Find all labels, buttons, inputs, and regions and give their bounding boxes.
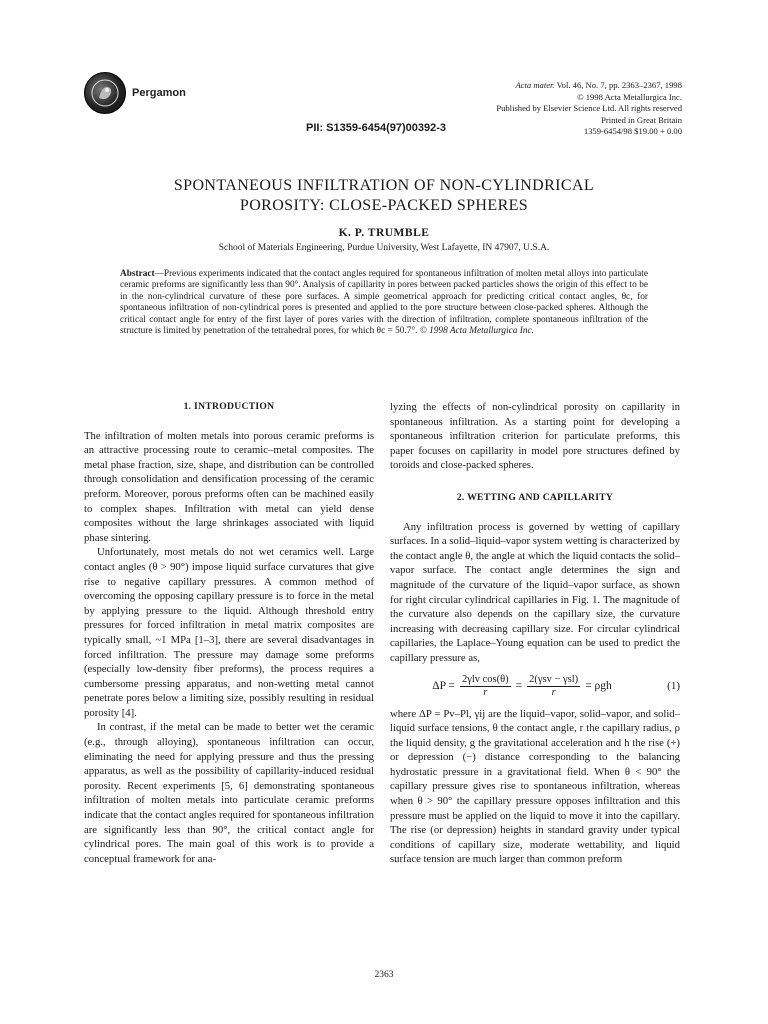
section-heading-wetting: 2. WETTING AND CAPILLARITY [456,491,614,503]
journal-citation: Acta mater. Vol. 46, No. 7, pp. 2363–2367, 1998 [515,80,682,90]
publisher-logo [84,72,186,114]
journal-info [422,80,682,138]
paragraph: The infiltration of molten metals into porous ceramic preforms is an attractive processing route to ceramic–metal composites. The metal phase fraction, size, shape, and distribution can be controlled through consolidation and densification processing of the ceramic preform. Moreover, porous preforms often can be machined easily to complex shapes. Infiltration with metal can yield dense composites without the large shrinkages associated with liquid phase sintering. [84,429,374,544]
journal-publisher: Published by Elsevier Science Ltd. All rights reserved [496,103,682,113]
pergamon-emblem-icon [84,72,126,114]
publisher-name: Pergamon [132,87,186,99]
laplace-young-equation: ΔP = $\frac{\text{2γlv cos(θ)}}{r}$ = $\frac{\text{2(γsv − γsl)}}{r}$ = ρgh [432,673,612,698]
paragraph: Unfortunately, most metals do not wet ceramics well. Large contact angles (θ > 90°) impose liquid surface curvatures that give rise to negative capillary pressures. A common method of overcoming the opposing capillary pressure is to force in the metal by applying pressure to the liquid. Although threshold entry pressures for forced infiltration in metal matrix composites are typically small, ~1 MPa [1–3], there are several disadvantages in forced infiltration. The pressure may damage some preforms (especially low-density fiber preforms), the process requires a cumbersome pressing apparatus, and non-wetting metal cannot penetrate pores below a limiting size, possibly resulting in residual porosity [4]. [84,546,374,719]
paragraph-continuation: lyzing the effects of non-cylindrical porosity on capillarity in spontaneous infiltration. As a starting point for developing a spontaneous infiltration criterion for particulate preforms, this paper focuses on capillarity in model pore structures defined by toroids and close-packed spheres. [390,401,680,472]
journal-printed: Printed in Great Britain [601,114,682,125]
page-number: 2363 [374,970,394,980]
paragraph: where ΔP = Pv–Pl, γij are the liquid–vapor, solid–vapor, and solid–liquid surface tensions, θ the contact angle, r the capillary radius, ρ the liquid density, g the gravitational acceleration and h the rise (+) or depression (−) distance corresponding to the balancing hydrostatic pressure in a gravitational field. When θ < 90° the capillary pressure gives rise to spontaneous infiltration, whereas when θ > 90° the capillary pressure opposes infiltration and this pressure must be applied on the liquid to move it into the capillary. The rise (or depression) heights in standard gravity under typical conditions of capillary size, moderate wettability, and liquid surface tension are much larger than common preform [390,707,680,866]
section-heading-introduction: 1. INTRODUCTION [183,401,275,412]
paper-title: SPONTANEOUS INFILTRATION OF NON-CYLINDRICAL POROSITY: CLOSE-PACKED SPHERES [173,177,595,214]
pii-identifier: PII: S1359-6454(97)00392-3 [306,122,447,134]
abstract-label: Abstract [120,269,155,279]
equation-1 [390,674,680,699]
abstract-text: —Previous experiments indicated that the contact angles required for spontaneous infiltration of molten metal alloys into particulate ceramic preforms are significantly less than 90°. Analysis of capillarity in pores between packed particles shows the origin of this effect to be in the non-cylindrical curvature of these pore surfaces. A simple geometrical approach for predicting critical contact angles, θc, for spontaneous infiltration of non-cylindrical pores is presented and applied to the pore structure between close-packed spheres. Although the critical contact angle for entry of the first layer of pores varies with the direction of infiltration, complete spontaneous infiltration of the structure is limited by penetration of the tetrahedral pores, for which θc = 50.7°. [120,269,648,337]
abstract [120,269,648,337]
paragraph: Any infiltration process is governed by wetting of capillary surfaces. In a solid–liquid–vapor system wetting is characterized by the contact angle θ, the angle at which the liquid contacts the solid–vapor surface. The contact angle determines the sign and magnitude of the curvature of the liquid–vapor surface, as shown for right circular cylindrical capillaries in Fig. 1. The magnitude of the curvature also depends on the capillary size, the curvature increasing with decreasing capillary size. For circular cylindrical capillaries, the Laplace–Young equation can be used to predict the capillary pressure as, [390,520,680,664]
paragraph: In contrast, if the metal can be made to better wet the ceramic (e.g., through alloying), spontaneous infiltration can occur, eliminating the need for applying pressure and thus the pressing apparatus, as well as the possibility of capillarity-induced residual porosity. Recent experiments [5, 6] demonstrating spontaneous infiltration of molten metals into particulate ceramic preforms indicate that the contact angles required for spontaneous infiltration are significantly less than 90°, the critical contact angle for cylindrical pores. The main goal of this work is to provide a conceptual framework for ana- [84,721,374,865]
journal-issn: 1359-6454/98 $19.00 + 0.00 [583,126,682,136]
author-affiliation: School of Materials Engineering, Purdue University, West Lafayette, IN 47907, U.S.A. [218,243,550,253]
journal-copyright: © 1998 Acta Metallurgica Inc. [577,91,682,102]
equation-number: (1) [667,679,680,692]
emblem-figure-icon [90,78,120,108]
author-name: K. P. TRUMBLE [338,227,430,239]
right-column [390,400,680,867]
left-column [84,400,374,866]
abstract-copyright: © 1998 Acta Metallurgica Inc. [419,326,534,337]
